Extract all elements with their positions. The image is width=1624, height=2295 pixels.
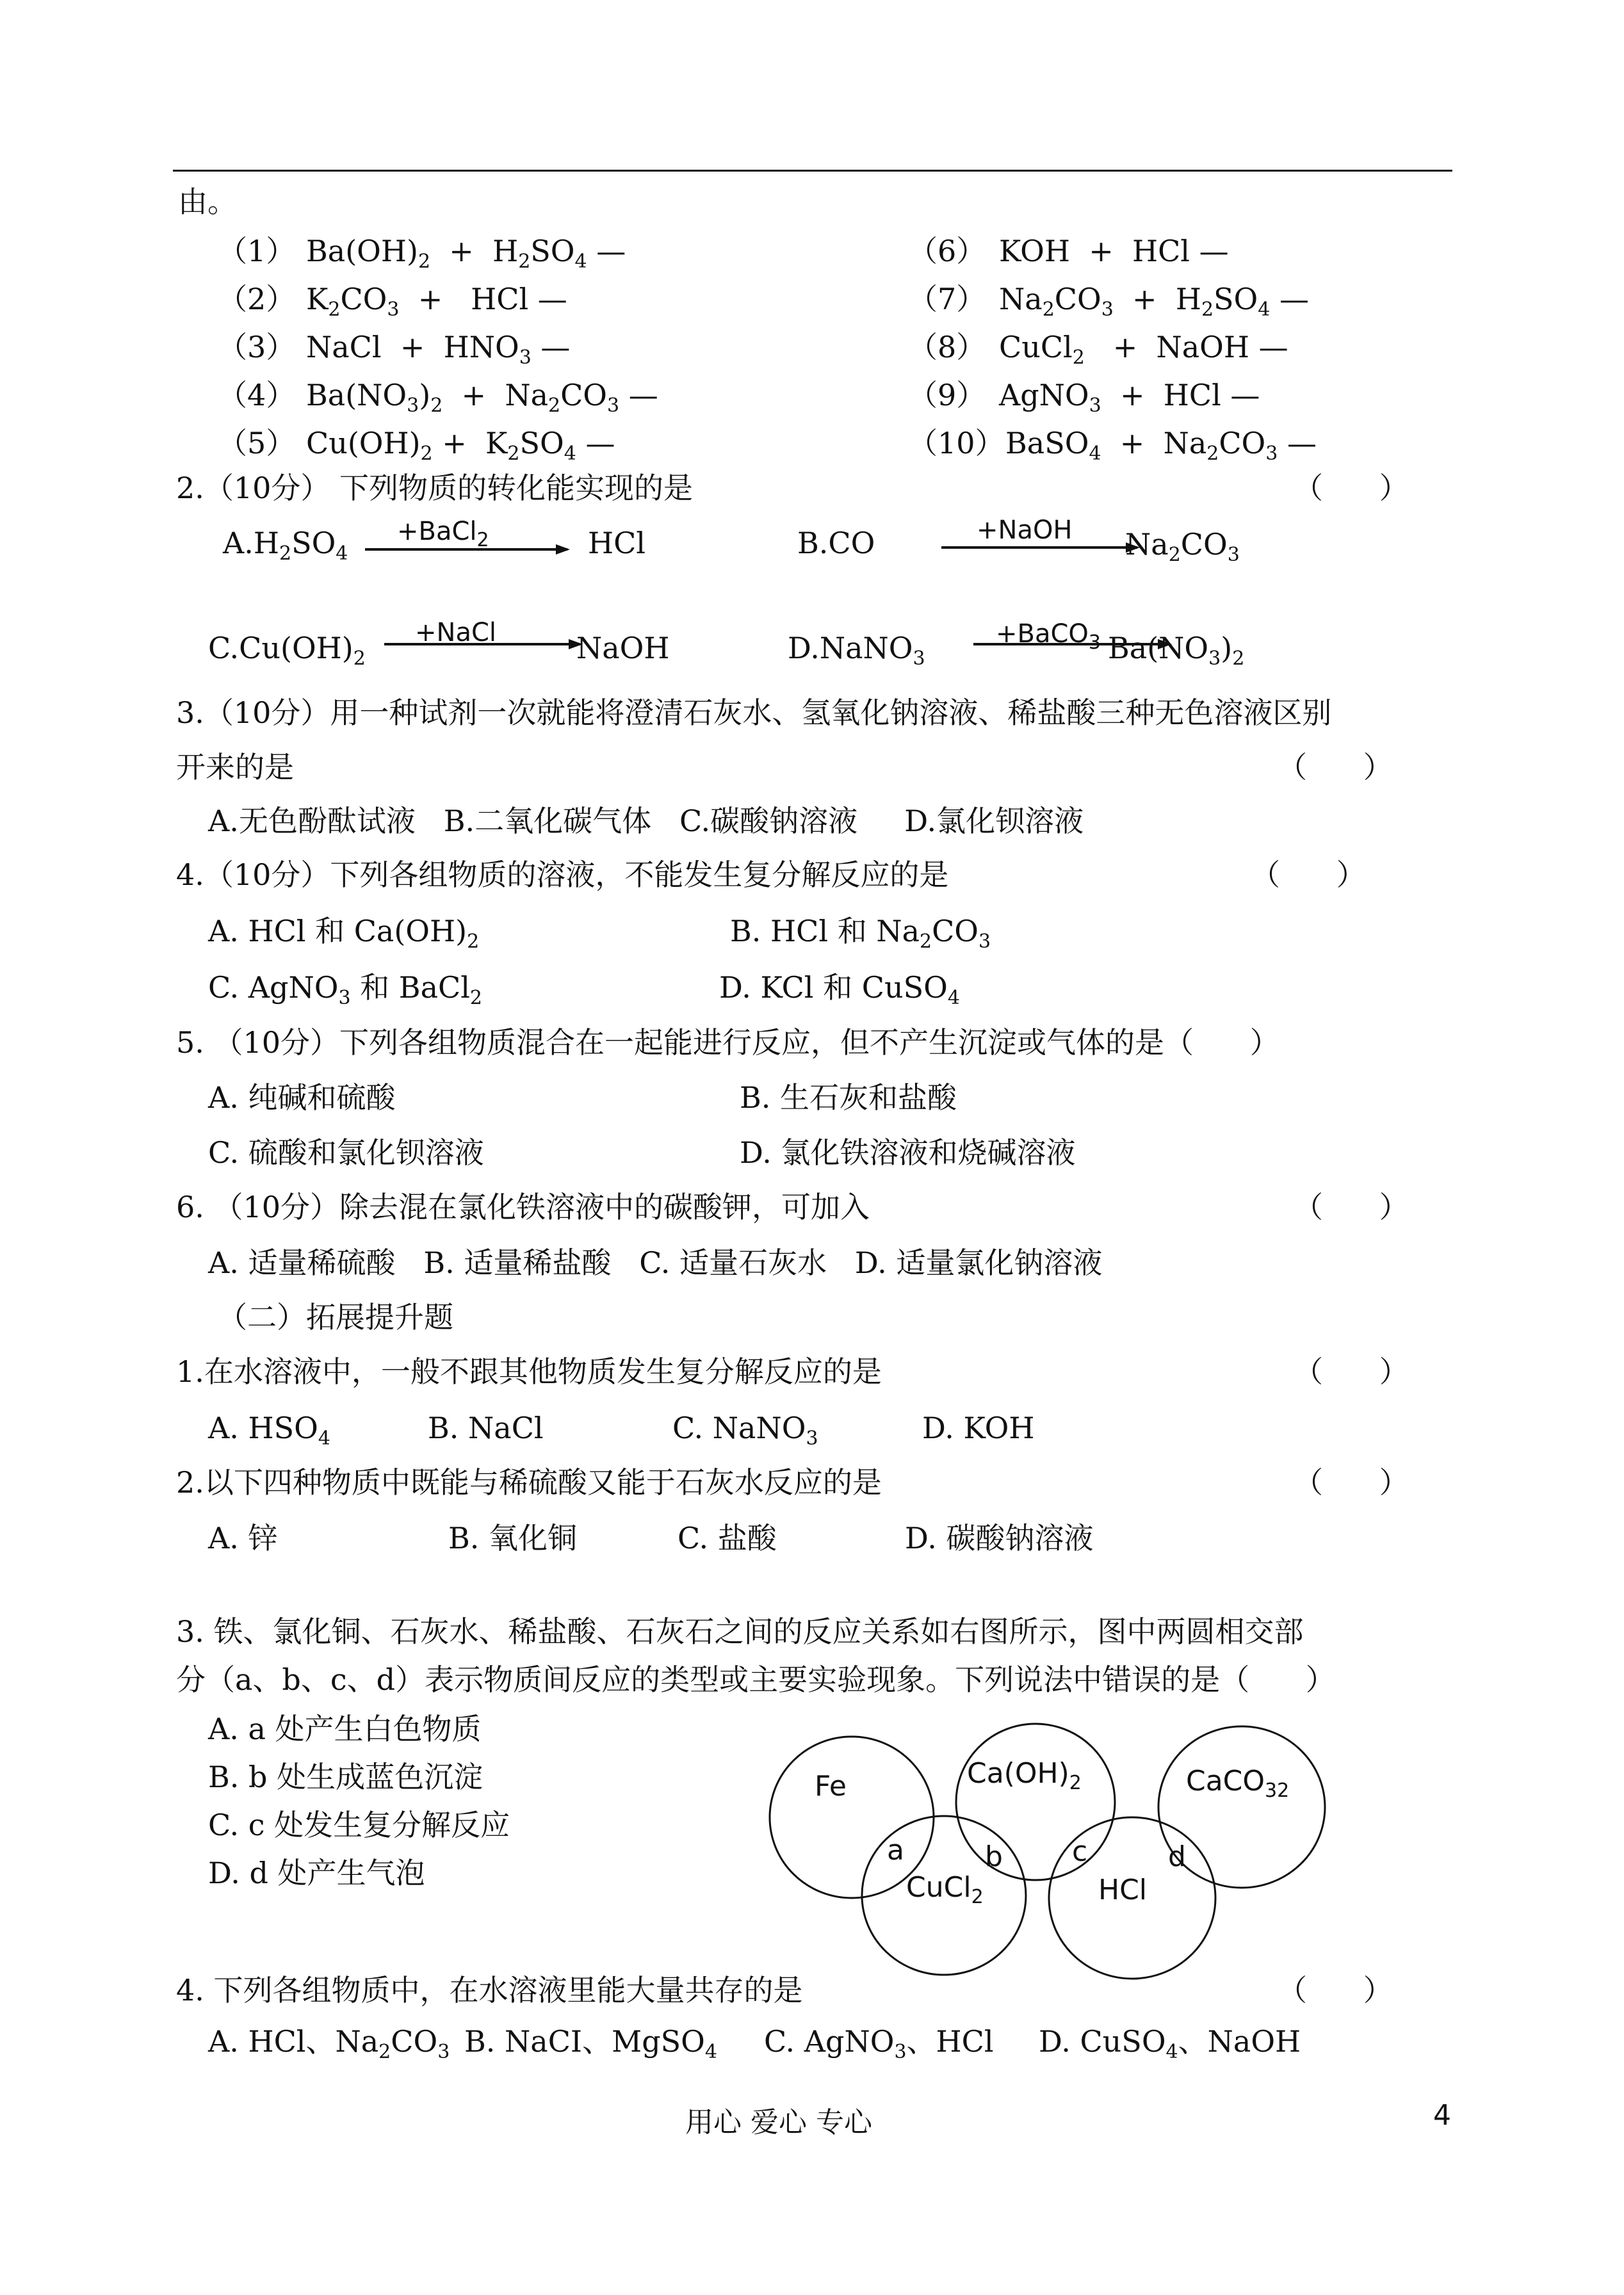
q1-right-num-7: （7）: [908, 282, 986, 316]
e1-option-c: C. NaNO$_3$: [672, 1411, 818, 1450]
diagram-label-b: b: [985, 1840, 1003, 1873]
q1-right-eq-9: AgNO$_3$ + HCl —: [999, 378, 1260, 417]
diagram-label-cucl2: CuCl$_2$: [906, 1871, 984, 1908]
q1-right-eq-10: BaSO$_4$ + $Na_2CO_3$ —: [1005, 426, 1317, 465]
q1-right-eq-8: CuCl$_2$ + NaOH —: [999, 330, 1288, 369]
q4-option-a: A. HCl 和 $Ca(OH)_2$: [208, 914, 480, 953]
q1-left-eq-4: $Ba(NO_3)_2 + Na_2CO_3$ —: [306, 378, 658, 417]
page-number: 4: [1433, 2099, 1451, 2132]
q1-right-num-6: （6）: [908, 234, 986, 268]
q4-option-d: D. KCl 和 CuSO$_4$: [719, 970, 960, 1009]
q6-paren: （ ）: [1294, 1190, 1409, 1224]
q3-options: A.无色酚酞试液 B.二氧化碳气体 C.碳酸钠溶液 D.氯化钡溶液: [208, 804, 1084, 838]
q1-right-eq-7: $Na_2CO_3 + H_2SO_4$ —: [999, 282, 1309, 321]
q1-right-num-8: （8）: [908, 330, 986, 364]
diagram-label-c: c: [1072, 1835, 1088, 1868]
e3-option-a: A. a 处产生白色物质: [208, 1712, 482, 1746]
e1-option-a: A. $HSO_4$: [208, 1411, 330, 1450]
q5-option-b: B. 生石灰和盐酸: [740, 1080, 957, 1115]
e3-stem-line1: 3. 铁、氯化铜、石灰水、稀盐酸、石灰石之间的反应关系如右图所示，图中两圆相交部: [176, 1614, 1304, 1649]
diagram-label-caco3: CaCO$_{32}$: [1186, 1765, 1290, 1802]
q2-a-reagent: +BaCl$_2$: [397, 517, 489, 551]
diagram-label-caoh2: $Ca(OH)_2$: [967, 1757, 1082, 1794]
circle-caoh2: [956, 1724, 1115, 1880]
e2-stem: 2.以下四种物质中既能与稀硫酸又能于石灰水反应的是: [176, 1465, 882, 1500]
q2-c-product: NaOH: [576, 631, 670, 665]
q5-option-d: D. 氯化铁溶液和烧碱溶液: [740, 1135, 1076, 1170]
q6-options: A. 适量稀硫酸 B. 适量稀盐酸 C. 适量石灰水 D. 适量氯化钠溶液: [208, 1245, 1103, 1280]
q5-stem: 5. （10分）下列各组物质混合在一起能进行反应，但不产生沉淀或气体的是（ ）: [176, 1025, 1279, 1060]
q1-right-num-10: （10）: [908, 426, 1005, 460]
e2-paren: （ ）: [1294, 1465, 1409, 1500]
e3-option-b: B. b 处生成蓝色沉淀: [208, 1760, 483, 1794]
q2-d-reagent: +BaCO$_3$: [996, 619, 1101, 654]
q2-c-reagent: +NaCl: [415, 618, 496, 647]
q1-right-eq-6: KOH + HCl —: [999, 234, 1229, 268]
q1-right-num-9: （9）: [908, 378, 986, 412]
q3-stem-line2: 开来的是: [176, 750, 294, 784]
e1-stem: 1.在水溶液中，一般不跟其他物质发生复分解反应的是: [176, 1354, 882, 1389]
q1-left-eq-2: $K_2CO_3$ + HCl —: [306, 282, 567, 321]
q2-d-product: $Ba(NO_3)_2$: [1108, 631, 1245, 670]
q2-paren: （ ）: [1294, 471, 1409, 505]
q3-stem-line1: 3.（10分）用一种试剂一次就能将澄清石灰水、氢氧化钠溶液、稀盐酸三种无色溶液区别: [176, 695, 1332, 730]
e1-option-b: B. NaCl: [428, 1411, 544, 1445]
e4-option-d: D. CuSO$_4$、NaOH: [1039, 2024, 1301, 2063]
q1-left-num-1: （1）: [218, 234, 296, 268]
diagram-label-a: a: [887, 1834, 904, 1867]
continuation-text: 由。: [178, 184, 237, 219]
q4-paren: （ ）: [1251, 857, 1366, 892]
q1-left-eq-1: $Ba(OH)_2 + H_2SO_4$ —: [306, 234, 626, 273]
e3-stem-line2: 分（a、b、c、d）表示物质间反应的类型或主要实验现象。下列说法中错误的是（ ）: [176, 1662, 1335, 1697]
e1-paren: （ ）: [1294, 1354, 1409, 1389]
q3-paren: （ ）: [1278, 750, 1393, 784]
e2-option-a: A. 锌: [208, 1521, 278, 1555]
e2-option-d: D. 碳酸钠溶液: [905, 1521, 1094, 1555]
q2-stem: 2.（10分） 下列物质的转化能实现的是: [176, 471, 694, 505]
q6-stem: 6. （10分）除去混在氯化铁溶液中的碳酸钾，可加入: [176, 1190, 870, 1224]
q5-option-c: C. 硫酸和氯化钡溶液: [208, 1135, 484, 1170]
e3-option-c: C. c 处发生复分解反应: [208, 1808, 510, 1842]
e4-paren: （ ）: [1278, 1973, 1393, 2007]
q2-option-c: $C.Cu(OH)_2$: [208, 631, 366, 670]
q4-option-c: C. AgNO$_3$ 和 BaCl$_2$: [208, 970, 483, 1009]
diagram-label-hcl: HCl: [1098, 1874, 1148, 1906]
q2-b-product: $Na_2CO_3$: [1125, 527, 1240, 566]
q5-option-a: A. 纯碱和硫酸: [208, 1080, 396, 1115]
q1-left-num-2: （2）: [218, 282, 296, 316]
e2-option-b: B. 氧化铜: [448, 1521, 578, 1555]
q4-option-b: B. HCl 和 $Na_2CO_3$: [730, 914, 991, 953]
q2-option-b: B.CO: [797, 526, 875, 560]
q1-left-num-3: （3）: [218, 330, 296, 364]
e4-option-b: B. NaCI、MgSO$_4$: [464, 2024, 717, 2063]
q2-option-d: D.NaNO$_3$: [788, 631, 925, 670]
diagram-label-fe: Fe: [815, 1770, 847, 1803]
q1-left-eq-5: $Cu(OH)_2 + K_2SO_4$ —: [306, 426, 615, 465]
q2-b-reagent: +NaOH: [977, 515, 1073, 545]
e4-option-a: A. HCl、$Na_2CO_3$: [208, 2024, 450, 2063]
e3-option-d: D. d 处产生气泡: [208, 1856, 425, 1890]
e4-option-c: C. AgNO$_3$、HCl: [764, 2024, 994, 2063]
footer-motto: 用心 爱心 专心: [685, 2106, 872, 2139]
e4-stem: 4. 下列各组物质中，在水溶液里能大量共存的是: [176, 1973, 803, 2007]
q1-left-eq-3: NaCl + $HNO_3$ —: [306, 330, 571, 369]
q2-option-a: $A.H_2SO_4$: [223, 526, 348, 565]
q2-a-product: HCl: [588, 526, 646, 560]
section-two-heading: （二）拓展提升题: [218, 1300, 453, 1334]
q4-stem: 4.（10分）下列各组物质的溶液，不能发生复分解反应的是: [176, 857, 949, 892]
e2-option-c: C. 盐酸: [678, 1521, 777, 1555]
q1-left-num-4: （4）: [218, 378, 296, 412]
q1-left-num-5: （5）: [218, 426, 296, 460]
diagram-label-d: d: [1168, 1840, 1186, 1873]
e1-option-d: D. KOH: [922, 1411, 1035, 1445]
